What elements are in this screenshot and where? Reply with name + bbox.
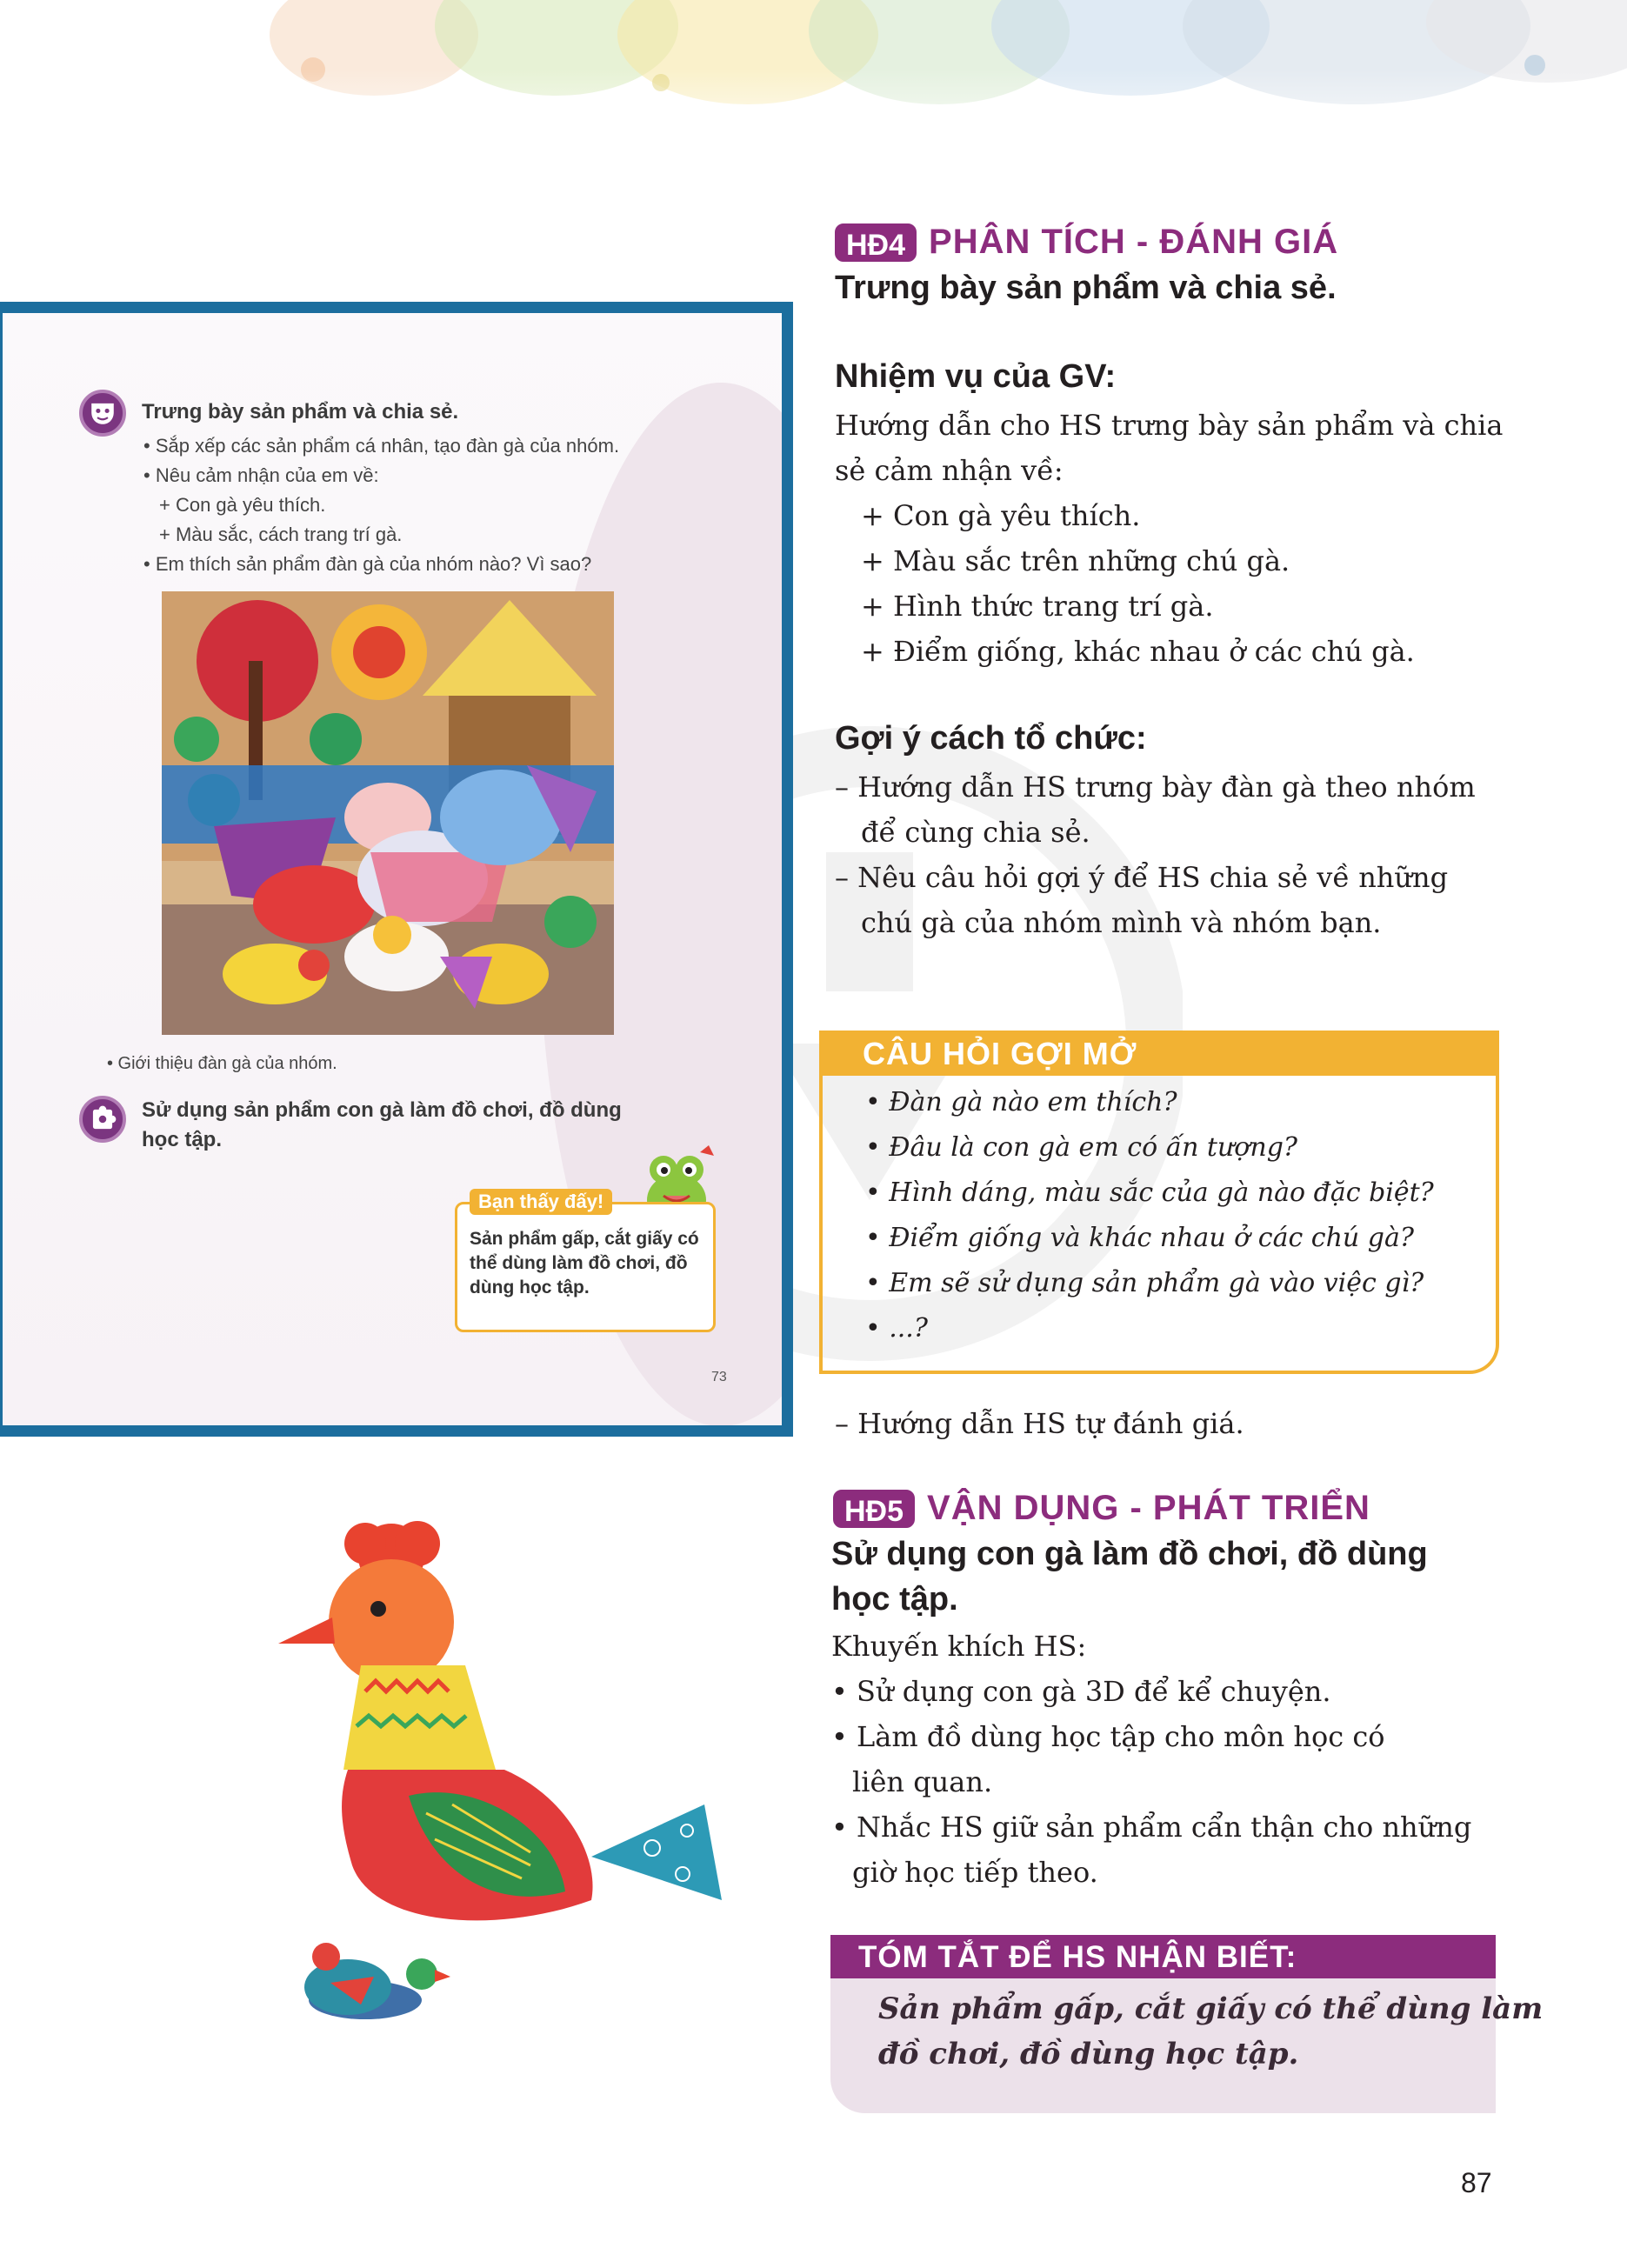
hd5-line: liên quan.	[852, 1765, 993, 1798]
suggest-line: – Hướng dẫn HS trưng bày đàn gà theo nhóm	[835, 770, 1476, 804]
task-line: + Hình thức trang trí gà.	[861, 590, 1214, 623]
task-heading: Nhiệm vụ của GV:	[835, 358, 1117, 395]
hd5-title: VẬN DỤNG - PHÁT TRIỂN	[927, 1489, 1370, 1527]
hd5-line: Khuyến khích HS:	[831, 1630, 1087, 1663]
question-item: • Điểm giống và khác nhau ở các chú gà?	[865, 1223, 1414, 1253]
hd4-badge: HĐ4	[835, 223, 917, 262]
student-book-page-frame	[0, 302, 793, 1437]
book-section1-line: + Màu sắc, cách trang trí gà.	[159, 524, 403, 545]
task-line: sẻ cảm nhận về:	[835, 454, 1064, 487]
hd5-line: • Sử dụng con gà 3D để kể chuyện.	[831, 1675, 1331, 1708]
page-number: 87	[1461, 2167, 1492, 2198]
paper-chicken-group-photo	[162, 591, 614, 1035]
open-questions-header	[819, 1031, 1499, 1076]
suggest-line: chú gà của nhóm mình và nhóm bạn.	[861, 906, 1382, 939]
book-page-number: 73	[711, 1370, 727, 1384]
task-line: + Màu sắc trên những chú gà.	[861, 544, 1290, 577]
hd5-subtitle-line1: Sử dụng con gà làm đồ chơi, đồ dùng	[831, 1536, 1428, 1572]
book-photo-caption: • Giới thiệu đàn gà của nhóm.	[107, 1054, 337, 1073]
summary-line: đồ chơi, đồ dùng học tập.	[878, 2037, 1299, 2071]
open-questions-heading: CÂU HỎI GỢI MỞ	[863, 1036, 1137, 1071]
task-line: Hướng dẫn cho HS trưng bày sản phẩm và chia	[835, 409, 1504, 442]
book-section1-heading: Trưng bày sản phẩm và chia sẻ.	[142, 400, 459, 424]
student-book-page	[3, 313, 782, 1425]
top-paint-splash	[0, 0, 1627, 165]
hd5-line: • Làm đồ dùng học tập cho môn học có	[831, 1720, 1385, 1753]
paper-rooster-illustration	[278, 1518, 748, 2022]
question-item: • Hình dáng, màu sắc của gà nào đặc biệt?	[865, 1177, 1434, 1208]
summary-header	[830, 1935, 1496, 1978]
task-line: + Con gà yêu thích.	[861, 499, 1141, 532]
book-section1-line: • Em thích sản phẩm đàn gà của nhóm nào? Vì sao?	[143, 553, 592, 575]
theater-mask-icon	[79, 390, 126, 437]
suggest-line: – Nêu câu hỏi gợi ý để HS chia sẻ về những	[835, 861, 1449, 894]
summary-heading: TÓM TẮT ĐỂ HS NHẬN BIẾT:	[858, 1940, 1297, 1974]
book-tip-callout	[455, 1191, 716, 1332]
puzzle-icon	[79, 1096, 126, 1143]
hd5-badge: HĐ5	[833, 1490, 915, 1528]
book-tip-text: Sản phẩm gấp, cắt giấy có thể dùng làm đồ chơi, đồ dùng học tập.	[470, 1229, 699, 1297]
suggest-line: để cùng chia sẻ.	[861, 816, 1090, 849]
self-assess-line: – Hướng dẫn HS tự đánh giá.	[835, 1407, 1244, 1440]
hd5-line: • Nhắc HS giữ sản phẩm cẩn thận cho những	[831, 1811, 1472, 1844]
hd4-heading	[835, 223, 1338, 262]
task-line: + Điểm giống, khác nhau ở các chú gà.	[861, 635, 1415, 668]
book-section1-line: • Sắp xếp các sản phẩm cá nhân, tạo đàn gà của nhóm.	[143, 435, 620, 457]
hd4-subtitle: Trưng bày sản phẩm và chia sẻ.	[835, 270, 1337, 306]
hd5-subtitle-line2: học tập.	[831, 1581, 958, 1618]
question-item: • Đàn gà nào em thích?	[865, 1087, 1177, 1117]
book-section2-heading-line2: học tập.	[142, 1128, 223, 1151]
suggest-heading: Gợi ý cách tổ chức:	[835, 720, 1147, 757]
book-section2-heading-line1: Sử dụng sản phẩm con gà làm đồ chơi, đồ dùng	[142, 1098, 622, 1122]
book-tip-tag: Bạn thấy đấy!	[470, 1189, 612, 1215]
question-item: • ...?	[865, 1313, 928, 1344]
summary-line: Sản phẩm gấp, cắt giấy có thể dùng làm	[878, 1991, 1544, 2026]
hd4-title: PHÂN TÍCH - ĐÁNH GIÁ	[929, 223, 1339, 261]
hd5-heading	[833, 1489, 1370, 1528]
hd5-line: giờ học tiếp theo.	[852, 1856, 1098, 1889]
question-item: • Đâu là con gà em có ấn tượng?	[865, 1132, 1297, 1163]
question-item: • Em sẽ sử dụng sản phẩm gà vào việc gì?	[865, 1268, 1424, 1298]
book-section1-line: + Con gà yêu thích.	[159, 494, 326, 516]
book-section1-line: • Nêu cảm nhận của em về:	[143, 464, 379, 486]
